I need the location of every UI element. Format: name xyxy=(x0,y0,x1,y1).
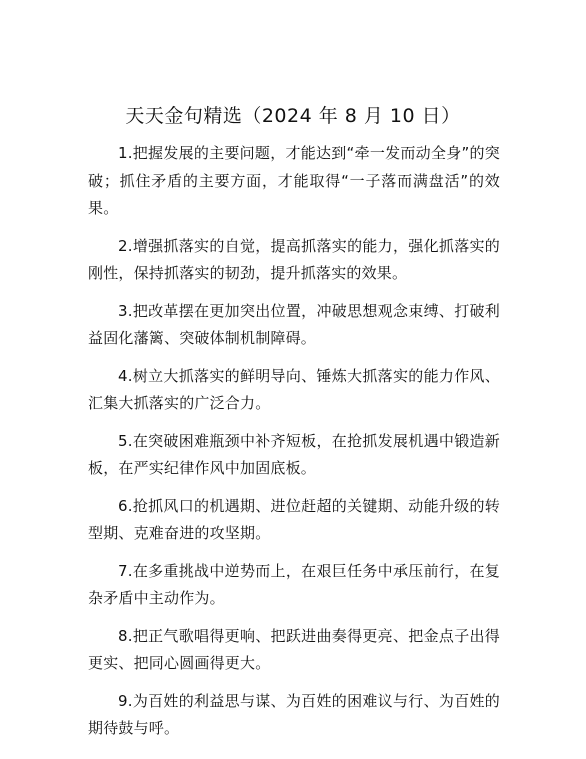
quote-item-8 xyxy=(88,623,500,678)
quote-text: 9.为百姓的利益思与谋、为百姓的困难议与行、为百姓的期待鼓与呼。 xyxy=(88,691,500,737)
quote-item-2 xyxy=(88,233,500,288)
page-title: 天天金句精选（2024 年 8 月 10 日） xyxy=(125,105,461,127)
quote-item-6 xyxy=(88,493,500,548)
quote-text: 4.树立大抓落实的鲜明导向、锤炼大抓落实的能力作风、汇集大抓落实的广泛合力。 xyxy=(88,366,500,412)
quote-text: 2.增强抓落实的自觉，提高抓落实的能力，强化抓落实的刚性，保持抓落实的韧劲，提升抓落实的效果。 xyxy=(88,236,500,282)
quote-item-3 xyxy=(88,298,500,353)
quote-item-9 xyxy=(88,688,500,743)
quote-text: 3.把改革摆在更加突出位置，冲破思想观念束缚、打破利益固化藩篱、突破体制机制障碍。 xyxy=(88,301,500,347)
quote-item-1 xyxy=(88,140,500,223)
quote-item-7 xyxy=(88,558,500,613)
quote-item-5 xyxy=(88,428,500,483)
quote-text: 8.把正气歌唱得更响、把跃进曲奏得更亮、把金点子出得更实、把同心圆画得更大。 xyxy=(88,626,500,672)
quote-text: 7.在多重挑战中逆势而上，在艰巨任务中承压前行，在复杂矛盾中主动作为。 xyxy=(88,561,500,607)
quote-text: 1.把握发展的主要问题，才能达到“牵一发而动全身”的突破；抓住矛盾的主要方面，才能取得“一子落而满盘活”的效果。 xyxy=(88,144,500,217)
quote-list xyxy=(88,140,500,753)
quote-text: 5.在突破困难瓶颈中补齐短板，在抢抓发展机遇中锻造新板，在严实纪律作风中加固底板。 xyxy=(88,431,500,477)
quote-text: 6.抢抓风口的机遇期、进位赶超的关键期、动能升级的转型期、克难奋进的攻坚期。 xyxy=(88,496,500,542)
quote-item-4 xyxy=(88,363,500,418)
